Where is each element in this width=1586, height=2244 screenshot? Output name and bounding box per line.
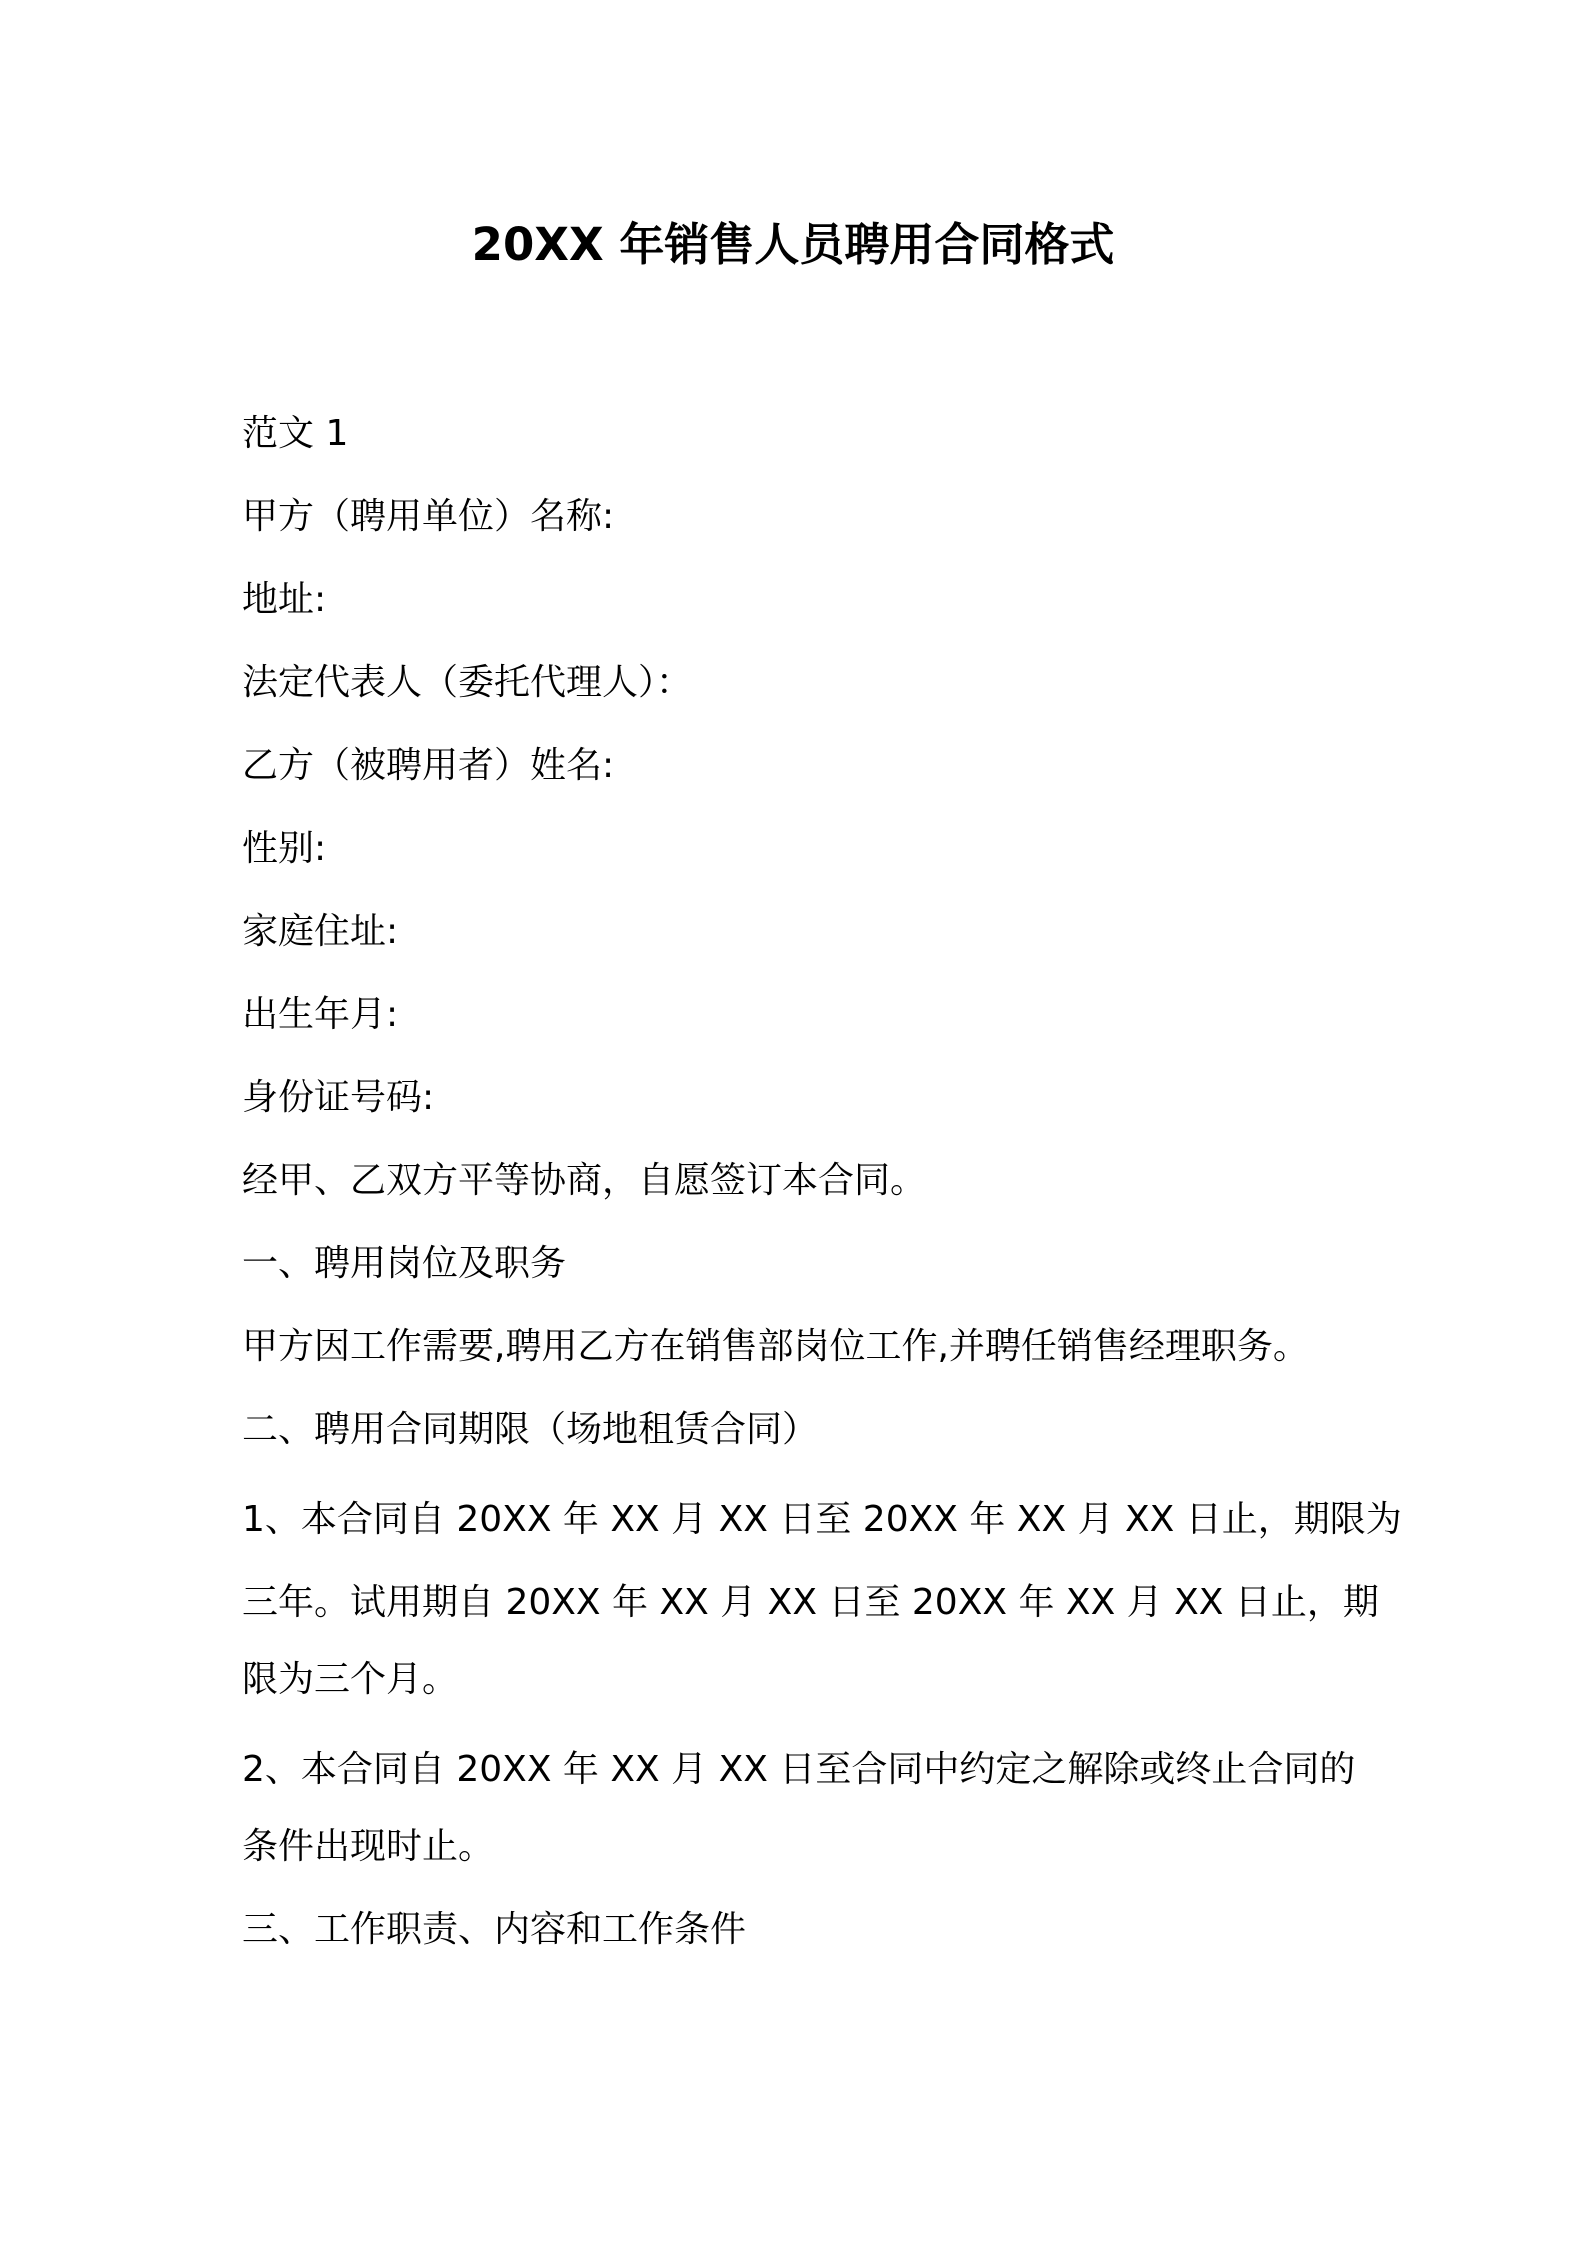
line-party-a-name: 甲方（聘用单位）名称:: [242, 496, 615, 537]
paragraph-term-2-line-1: 2、本合同自 20XX 年 XX 月 XX 日至合同中约定之解除或终止合同的: [242, 1749, 1356, 1790]
line-home-address: 家庭住址:: [242, 911, 399, 952]
line-birth-date: 出生年月:: [242, 994, 399, 1035]
line-gender: 性别:: [242, 828, 327, 869]
line-id-number: 身份证号码:: [242, 1077, 435, 1118]
paragraph-term-1-line-3: 限为三个月。: [242, 1659, 459, 1700]
section-heading-2: 二、聘用合同期限（场地租赁合同）: [242, 1409, 819, 1450]
document-title: 20XX 年销售人员聘用合同格式: [471, 218, 1115, 271]
line-party-b-name: 乙方（被聘用者）姓名:: [242, 745, 615, 786]
line-agreement-statement: 经甲、乙双方平等协商，自愿签订本合同。: [242, 1160, 927, 1201]
line-sample-label: 范文 1: [242, 413, 349, 454]
paragraph-term-1-line-1: 1、本合同自 20XX 年 XX 月 XX 日至 20XX 年 XX 月 XX 日止，期限为: [242, 1499, 1402, 1540]
paragraph-term-1-line-2: 三年。试用期自 20XX 年 XX 月 XX 日至 20XX 年 XX 月 XX 日止，期: [242, 1582, 1379, 1623]
section-heading-3: 三、工作职责、内容和工作条件: [242, 1909, 747, 1950]
line-legal-representative: 法定代表人（委托代理人）：: [242, 662, 693, 703]
paragraph-term-2-line-2: 条件出现时止。: [242, 1826, 495, 1867]
line-address: 地址:: [242, 579, 327, 620]
section-heading-1: 一、聘用岗位及职务: [242, 1243, 567, 1284]
paragraph-section-1: 甲方因工作需要,聘用乙方在销售部岗位工作,并聘任销售经理职务。: [242, 1326, 1309, 1367]
